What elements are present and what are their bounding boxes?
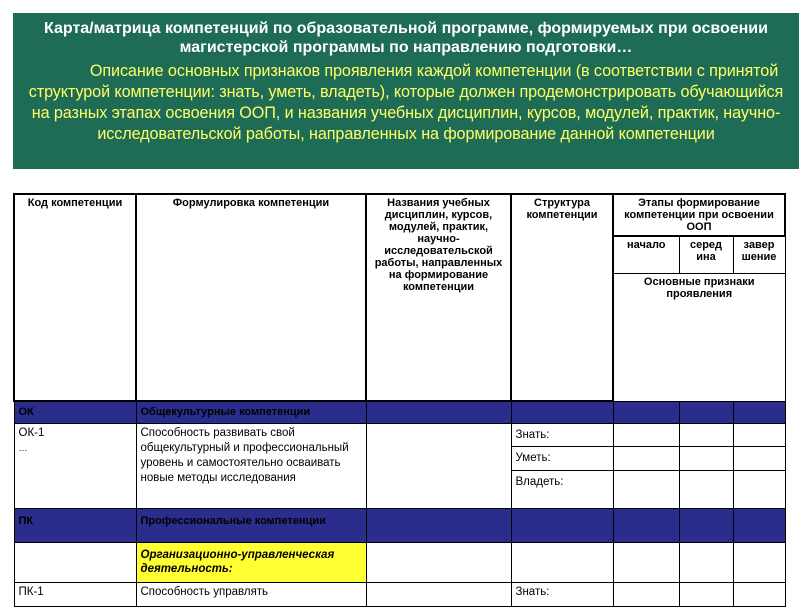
header-disciplines: Названия учебных дисциплин, курсов, модулей, практик, научно-исследовательской работы, направленных на формирование компетенции — [366, 194, 511, 401]
competency-code — [14, 423, 136, 508]
banner-description-text: Описание основных признаков проявления каждой компетенции (в соответствии с принятой структурой компетенции: знать, уметь, владеть), которые должен продемонстрировать обучающийся на разных этапах освоения ООП, и названия учебных дисциплин, курсов, модулей, практик, научно-исследовательской работы, направленных на формирование данной компетенции — [28, 62, 784, 143]
competency-matrix-table — [13, 193, 786, 607]
structure-know: Знать: — [511, 423, 613, 446]
table-row — [14, 582, 785, 606]
competency-wording-pk1: Способность управлять — [136, 582, 366, 606]
section-title-pk: Профессиональные компетенции — [136, 508, 366, 542]
title-banner — [13, 13, 799, 169]
header-row — [14, 194, 785, 236]
header-stage-middle: серед ина — [679, 236, 733, 273]
banner-description — [21, 61, 791, 145]
competency-code-pk1: ПК-1 — [14, 582, 136, 606]
table-row — [14, 423, 785, 446]
competency-code-text: ОК-1 — [18, 426, 45, 439]
section-row-ok — [14, 401, 785, 423]
section-code-ok: ОК — [14, 401, 136, 423]
competency-code-ellipsis: … — [18, 442, 28, 453]
structure-own: Владеть: — [511, 470, 613, 508]
header-code: Код компетенции — [14, 194, 136, 401]
header-structure: Структура компетенции — [511, 194, 613, 401]
header-stage-start: начало — [613, 236, 679, 273]
section-row-pk — [14, 508, 785, 542]
header-stage-end: завер шение — [733, 236, 785, 273]
competency-wording: Способность развивать свой общекультурный и профессиональный уровень и самостоятельно осваивать новые методы исследования — [136, 423, 366, 508]
header-wording: Формулировка компетенции — [136, 194, 366, 401]
section-title-ok: Общекультурные компетенции — [136, 401, 366, 423]
banner-title: Карта/матрица компетенций по образовательной программе, формируемых при освоении магистерской программы по направлению подготовки… — [44, 20, 768, 56]
table-row — [14, 542, 785, 582]
structure-able: Уметь: — [511, 446, 613, 470]
activity-type-cell: Организационно-управленческая деятельность: — [136, 542, 366, 582]
header-stages: Этапы формирование компетенции при освоении ООП — [613, 194, 785, 236]
section-code-pk: ПК — [14, 508, 136, 542]
header-signs: Основные признаки проявления — [613, 273, 785, 401]
structure-know-pk1: Знать: — [511, 582, 613, 606]
